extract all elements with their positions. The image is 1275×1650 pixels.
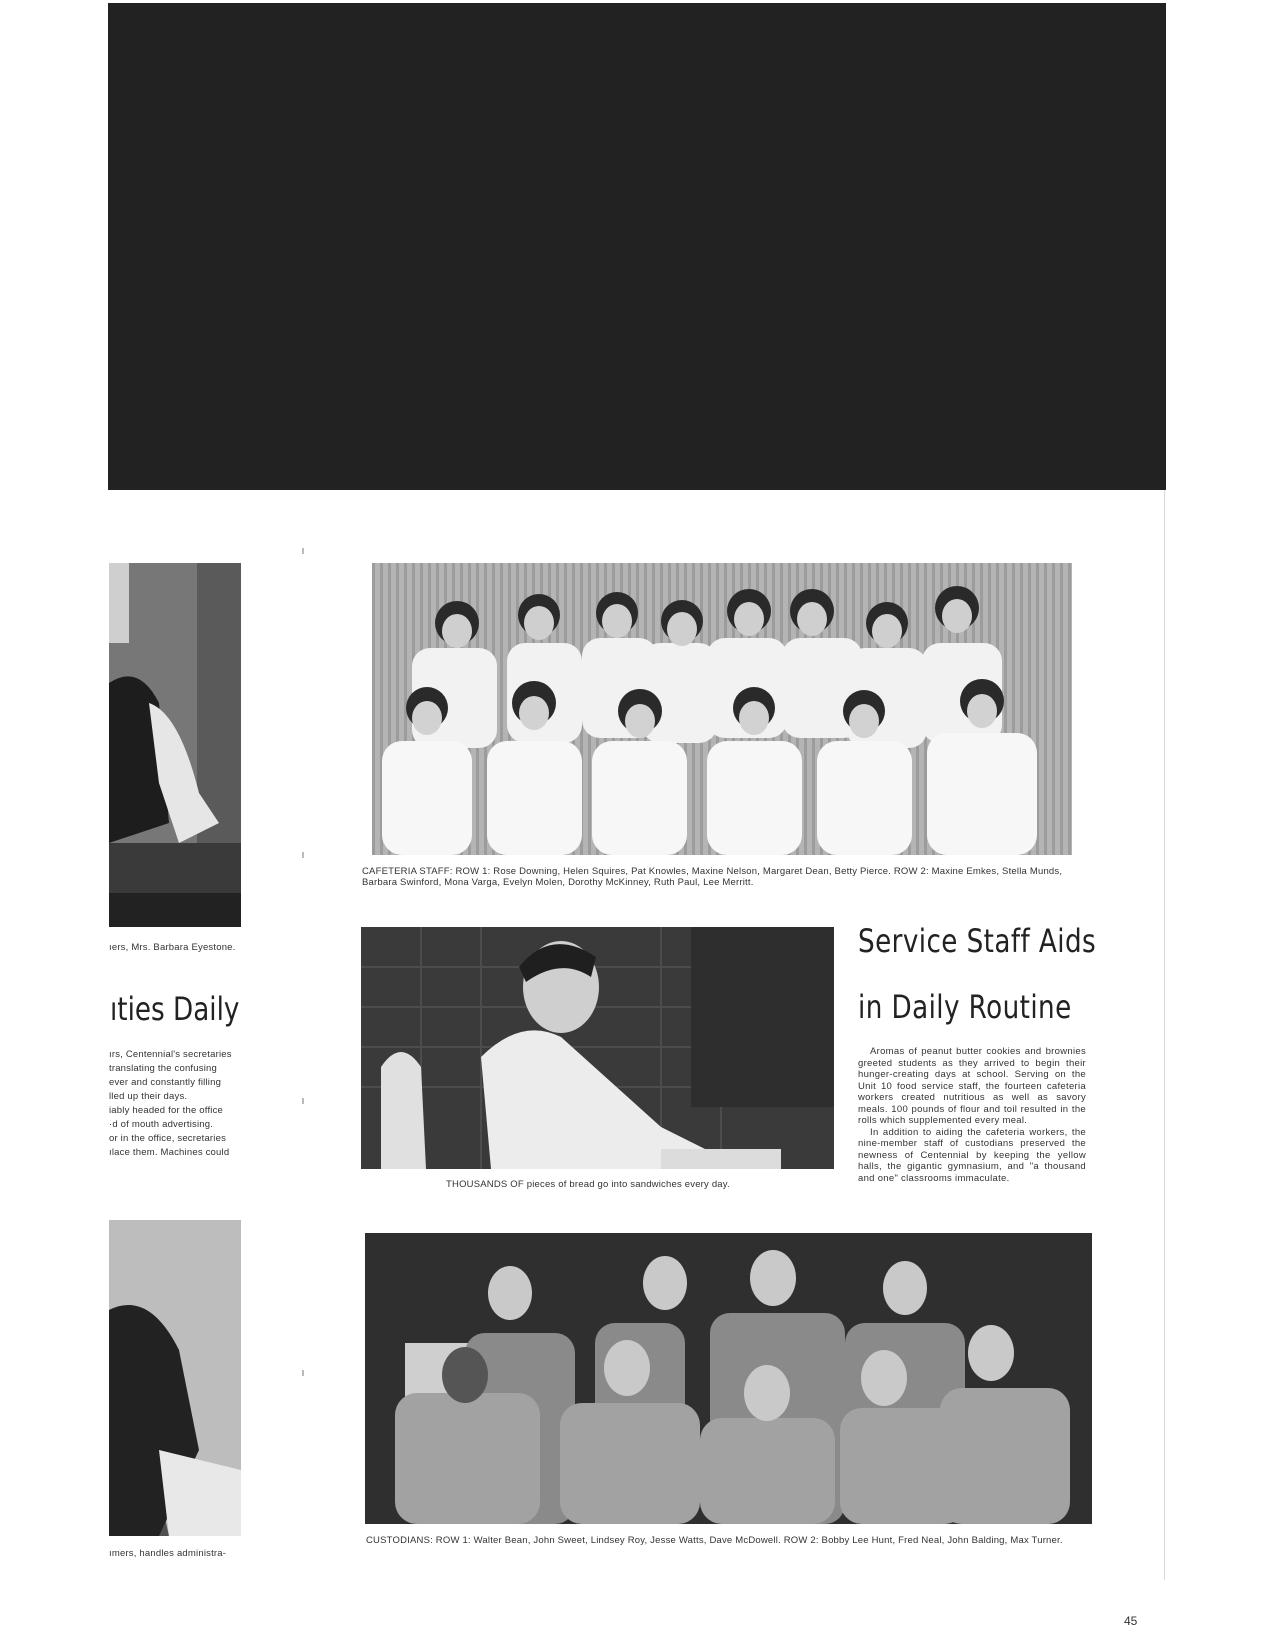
left-body-line: iably headed for the office (109, 1105, 224, 1116)
custodians-caption: CUSTODIANS: ROW 1: Walter Bean, John Sweet, Lindsey Roy, Jesse Watts, Dave McDowell. ROW 2: Bobby Lee Hunt, Fred Neal, John Balding, Max Turner. (366, 1535, 1063, 1546)
page-gutter-line (1164, 490, 1165, 1580)
left-body-line: ever and constantly filling (109, 1077, 222, 1088)
left-body-line: ılace them. Machines could (109, 1147, 230, 1158)
left-body-line: ırs, Centennial's secretaries (109, 1049, 232, 1060)
left-caption-fragment: ıers, Mrs. Barbara Eyestone. (109, 942, 236, 953)
article-paragraph: In addition to aiding the cafeteria workers, the nine-member staff of custodians preserved the newness of Centennial by keeping the yellow halls, the gigantic gymnasium, and "a thousand and one" classrooms immaculate. (858, 1126, 1086, 1184)
gutter-tick (302, 1370, 304, 1376)
article-body (858, 1046, 1086, 1184)
bread-photo-caption: THOUSANDS OF pieces of bread go into sandwiches every day. (446, 1179, 730, 1190)
bread-sandwich-photo (361, 927, 834, 1169)
left-headline-fragment: ıties Daily (110, 990, 240, 1028)
article-headline-line1: Service Staff Aids (858, 922, 1097, 960)
left-body-line: translating the confusing (109, 1063, 217, 1074)
page-margin (0, 0, 108, 1650)
left-bottom-caption-fragment: ımers, handles administra- (109, 1548, 227, 1559)
left-body-line: ·d of mouth advertising. (109, 1119, 214, 1130)
left-body-line: lled up their days. (109, 1091, 188, 1102)
office-photo-bottom-left (109, 1220, 241, 1536)
gutter-tick (302, 548, 304, 554)
gutter-tick (302, 852, 304, 858)
cafeteria-staff-caption: CAFETERIA STAFF: ROW 1: Rose Downing, Helen Squires, Pat Knowles, Maxine Nelson, Margaret Dean, Betty Pierce. ROW 2: Maxine Emkes, Stella Munds, Barbara Swinford, Mona Varga, Evelyn Molen, Dorothy McKinney, Ruth Paul, Lee Merritt. (362, 866, 1063, 888)
left-body-line: or in the office, secretaries (109, 1133, 227, 1144)
article-paragraph: Aromas of peanut butter cookies and brownies greeted students as they arrived to begin their hunger-creating days at school. Serving on the Unit 10 food service staff, the fourteen cafeteria workers created nutritious as well as savory meals. 100 pounds of flour and toil resulted in the rolls which supplemented every meal. (858, 1046, 1086, 1126)
page-number: 45 (1124, 1614, 1138, 1628)
top-black-photo-area (108, 3, 1166, 490)
gutter-tick (302, 1098, 304, 1104)
article-headline-line2: in Daily Routine (858, 988, 1072, 1026)
custodians-photo (365, 1233, 1092, 1524)
office-photo-top-left (109, 563, 241, 927)
cafeteria-staff-photo (372, 563, 1072, 855)
